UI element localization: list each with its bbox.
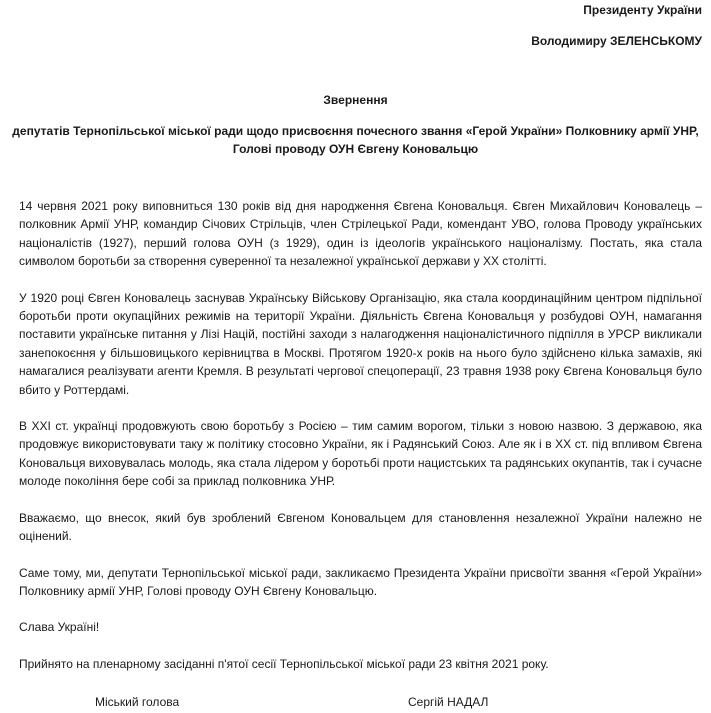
paragraph: Вважаємо, що внесок, який був зроблений Євгеном Коновальцем для становлення незалежної України належно не оцінений.	[19, 510, 702, 544]
document-title: Звернення	[323, 93, 388, 107]
adoption-note: Прийнято на пленарному засіданні п'ятої сесії Тернопільської міської ради 23 квітня 2021 року.	[19, 656, 549, 671]
paragraph: В ХХІ ст. українці продовжують свою боротьбу з Росією – тим самим ворогом, тільки з новою назвою. З державою, яка продовжує використовувати таку ж політику стосовно України, як і Радянський Союз. Але як і в ХХ ст. під впливом Євгена Коновальця виховувалась молодь, яка стала лідером у боротьбі проти нацистських та радянських окупантів, так і сучасне молоде покоління бере собі за приклад полковника УНР.	[19, 419, 702, 489]
paragraph: Саме тому, ми, депутати Тернопільської міської ради, закликаємо Президента України присвоїти звання «Герой України» Полковнику армії УНР, Голові проводу ОУН Євгену Коновальцю.	[19, 565, 702, 598]
paragraph: 14 червня 2021 року виповниться 130 років від дня народження Євгена Коновальця. Євген Михайлович Коновалець – полковник Армії УНР, командир Січових Стрільців, член Стрілецької Ради, комендант УВО, голова Проводу українських націоналістів (1927), перший голова ОУН (з 1929), один із ідеологів українського націоналізму. Постать, яка стала символом боротьби за створення суверенної та незалежної української держави у ХХ столітті.	[19, 199, 702, 269]
document-subtitle: депутатів Тернопільської міської ради щодо присвоєння почесного звання «Герой України» Полковнику армії УНР, Голові проводу ОУН Євгену Коновальцю	[12, 124, 699, 156]
slogan: Слава Україні!	[19, 620, 100, 635]
document-body	[19, 197, 702, 691]
addressee-name: Володимиру ЗЕЛЕНСЬКОМУ	[531, 34, 702, 48]
signature-role: Міський голова	[95, 695, 180, 709]
paragraph: У 1920 році Євген Коновалець заснував Українську Військову Організацію, яка стала координаційним центром підпільної боротьби проти окупаційних режимів на території України. Діяльність Євгена Коновальця у розбудові ОУН, намагання поставити українське питання у Лізі Націй, постійні заходи з налагодження націоналістичного підпілля в УРСР викликали занепокоєння у більшовицького керівництва в Москві. Протягом 1920-х років на нього було здійснено кілька замахів, які намагалися реалізувати агенти Кремля. В результаті чергової спецоперації, 23 травня 1938 року Євгена Коновальця було вбито у Роттердамі.	[19, 290, 702, 397]
addressee-title: Президенту України	[583, 3, 702, 17]
addressee-block	[531, 3, 702, 48]
signature-name: Сергій НАДАЛ	[408, 695, 489, 709]
